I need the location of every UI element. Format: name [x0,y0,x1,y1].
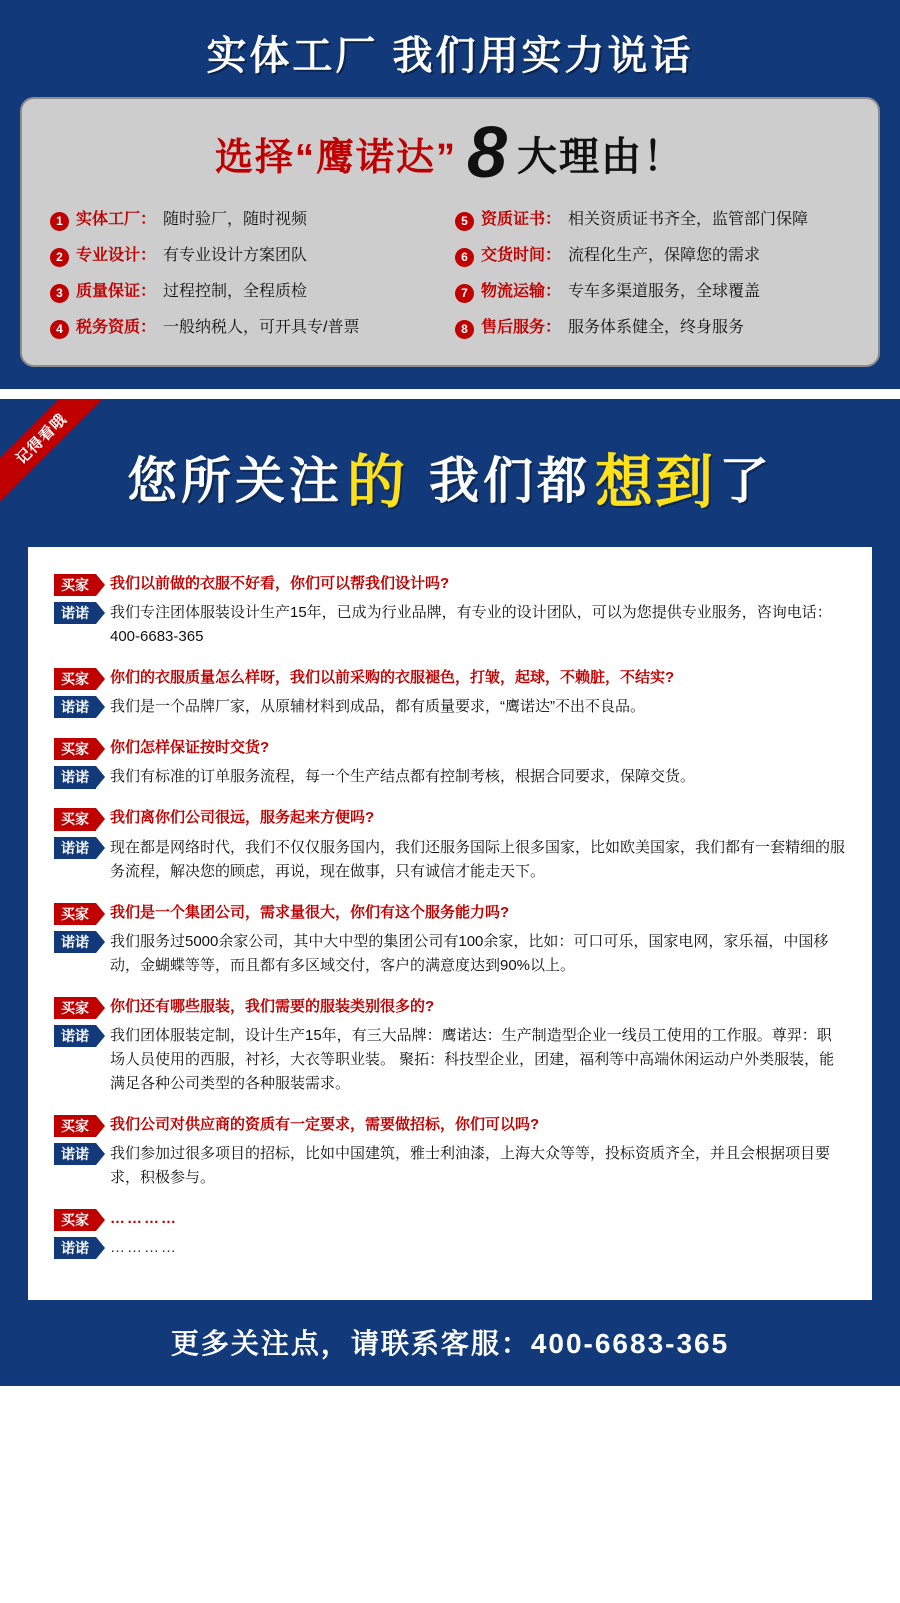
reason-number: 7 [455,284,474,303]
faq-answer: 我们团体服装定制，设计生产15年，有三大品牌：鹰诺达：生产制造型企业一线员工使用的工作服。尊羿：职场人员使用的西服，衬衫，大衣等职业装。 聚拓：科技型企业，团建，福利等中高端休闲运动户外类服装，能满足各种公司类型的各种服装需求。 [110,1026,835,1092]
faq-answer-row [54,765,846,789]
faq-question-row [54,1208,846,1231]
faq-question-row [54,996,846,1019]
faq-answer-row [54,836,846,884]
reason-item [455,318,850,339]
answer-tag: 诺诺 [54,1237,96,1259]
section-divider [0,389,900,399]
reason-text: 随时验厂，随时视频 [163,210,308,228]
answer-tag: 诺诺 [54,837,96,859]
reason-number: 8 [455,320,474,339]
panel-title-number: 8 [466,113,508,193]
reason-text: 专车多渠道服务，全球覆盖 [568,282,761,300]
banner-part-5: 了 [719,452,774,509]
reason-label: 专业设计： [76,246,157,264]
footer-contact-text: 更多关注点，请联系客服：400-6683-365 [170,1328,730,1360]
faq-answer-row [54,1142,846,1190]
buyer-tag: 买家 [54,574,96,596]
panel-title-red: 选择“鹰诺达” [214,136,457,179]
reason-number: 4 [50,320,69,339]
answer-tag: 诺诺 [54,766,96,788]
faq-question: 我们以前做的衣服不好看，你们可以帮我们设计吗? [110,574,450,592]
faq-question: 你们的衣服质量怎么样呀，我们以前采购的衣服褪色，打皱，起球，不赖脏，不结实? [110,668,675,686]
faq-item [54,902,846,978]
footer-contact-bar [0,1300,900,1386]
reason-text: 服务体系健全，终身服务 [568,318,745,336]
reason-label: 税务资质： [76,318,157,336]
banner-part-3: 我们都 [429,452,591,509]
reason-number: 6 [455,248,474,267]
faq-answer: 我们有标准的订单服务流程，每一个生产结点都有控制考核，根据合同要求，保障交货。 [110,768,696,786]
panel-title [50,113,850,193]
buyer-tag: 买家 [54,738,96,760]
faq-question-row [54,737,846,760]
faq-card [28,547,872,1301]
faq-answer: 现在都是网络时代，我们不仅仅服务国内，我们还服务国际上很多国家，比如欧美国家，我们都有一套精细的服务流程，解决您的顾虑，再说，现在做事，只有诚信才能走天下。 [110,838,846,880]
faq-answer-row [54,1236,846,1260]
reason-number: 3 [50,284,69,303]
faq-question: ………… [110,1210,178,1228]
answer-tag: 诺诺 [54,602,96,624]
reason-item [50,210,445,231]
banner-part-2: 的 [346,449,407,515]
answer-tag: 诺诺 [54,696,96,718]
section1-headline: 实体工厂 我们用实力说话 [206,34,694,78]
faq-question: 我们离你们公司很远，服务起来方便吗? [110,809,375,827]
buyer-tag: 买家 [54,903,96,925]
reason-number: 2 [50,248,69,267]
buyer-tag: 买家 [54,1209,96,1231]
reason-label: 资质证书： [481,210,562,228]
reason-text: 一般纳税人，可开具专/普票 [163,318,360,336]
buyer-tag: 买家 [54,808,96,830]
faq-item [54,737,846,789]
faq-question: 你们还有哪些服装，我们需要的服装类别很多的? [110,997,435,1015]
answer-tag: 诺诺 [54,931,96,953]
faq-banner [0,399,900,547]
banner-part-1: 您所关注 [126,452,343,509]
faq-item [54,573,846,649]
faq-answer-row [54,930,846,978]
faq-item [54,667,846,719]
banner-part-4: 想到 [595,449,716,515]
reason-item [50,282,445,303]
faq-question-row [54,807,846,830]
reason-item [455,210,850,231]
reason-number: 1 [50,212,69,231]
buyer-tag: 买家 [54,997,96,1019]
reason-item [455,246,850,267]
faq-item [54,996,846,1096]
reason-text: 流程化生产，保障您的需求 [568,246,761,264]
reason-item [455,282,850,303]
reason-text: 过程控制，全程质检 [163,282,308,300]
reasons-panel [20,97,880,367]
reason-label: 交货时间： [481,246,562,264]
faq-item [54,1208,846,1260]
reason-number: 5 [455,212,474,231]
reason-item [50,246,445,267]
faq-question: 我们是一个集团公司，需求量很大，你们有这个服务能力吗? [110,903,510,921]
reasons-grid [50,210,850,339]
buyer-tag: 买家 [54,1115,96,1137]
buyer-tag: 买家 [54,668,96,690]
faq-item [54,1114,846,1190]
faq-item [54,807,846,883]
section-faq [0,399,900,1387]
faq-answer: 我们是一个品牌厂家，从原辅材料到成品，都有质量要求，“鹰诺达”不出不良品。 [110,698,645,716]
section-eight-reasons [0,0,900,389]
faq-answer: 我们服务过5000余家公司，其中大中型的集团公司有100余家，比如：可口可乐，国家电网，家乐福，中国移动，金蝴蝶等等，而且都有多区域交付，客户的满意度达到90%以上。 [110,932,829,974]
faq-answer: 我们参加过很多项目的招标，比如中国建筑，雅士利油漆，上海大众等等，投标资质齐全，并且会根据项目要求，积极参与。 [110,1145,831,1187]
faq-question-row [54,667,846,690]
faq-answer: ………… [110,1239,178,1257]
faq-answer-row [54,1024,846,1096]
reason-label: 实体工厂： [76,210,157,228]
reason-item [50,318,445,339]
reason-label: 物流运输： [481,282,562,300]
faq-question-row [54,573,846,596]
faq-question-row [54,902,846,925]
faq-answer-row [54,695,846,719]
faq-answer: 我们专注团体服装设计生产15年，已成为行业品牌，有专业的设计团队，可以为您提供专业服务，咨询电话：400-6683-365 [110,603,832,645]
reason-text: 相关资质证书齐全，监管部门保障 [568,210,809,228]
answer-tag: 诺诺 [54,1143,96,1165]
answer-tag: 诺诺 [54,1025,96,1047]
faq-question: 你们怎样保证按时交货? [110,739,270,757]
reason-label: 质量保证： [76,282,157,300]
reason-text: 有专业设计方案团队 [163,246,308,264]
corner-ribbon: 记得看哦 [0,399,105,502]
panel-title-black: 大理由！ [517,134,686,179]
reason-label: 售后服务： [481,318,562,336]
faq-question: 我们公司对供应商的资质有一定要求，需要做招标，你们可以吗? [110,1115,540,1133]
faq-answer-row [54,601,846,649]
faq-question-row [54,1114,846,1137]
